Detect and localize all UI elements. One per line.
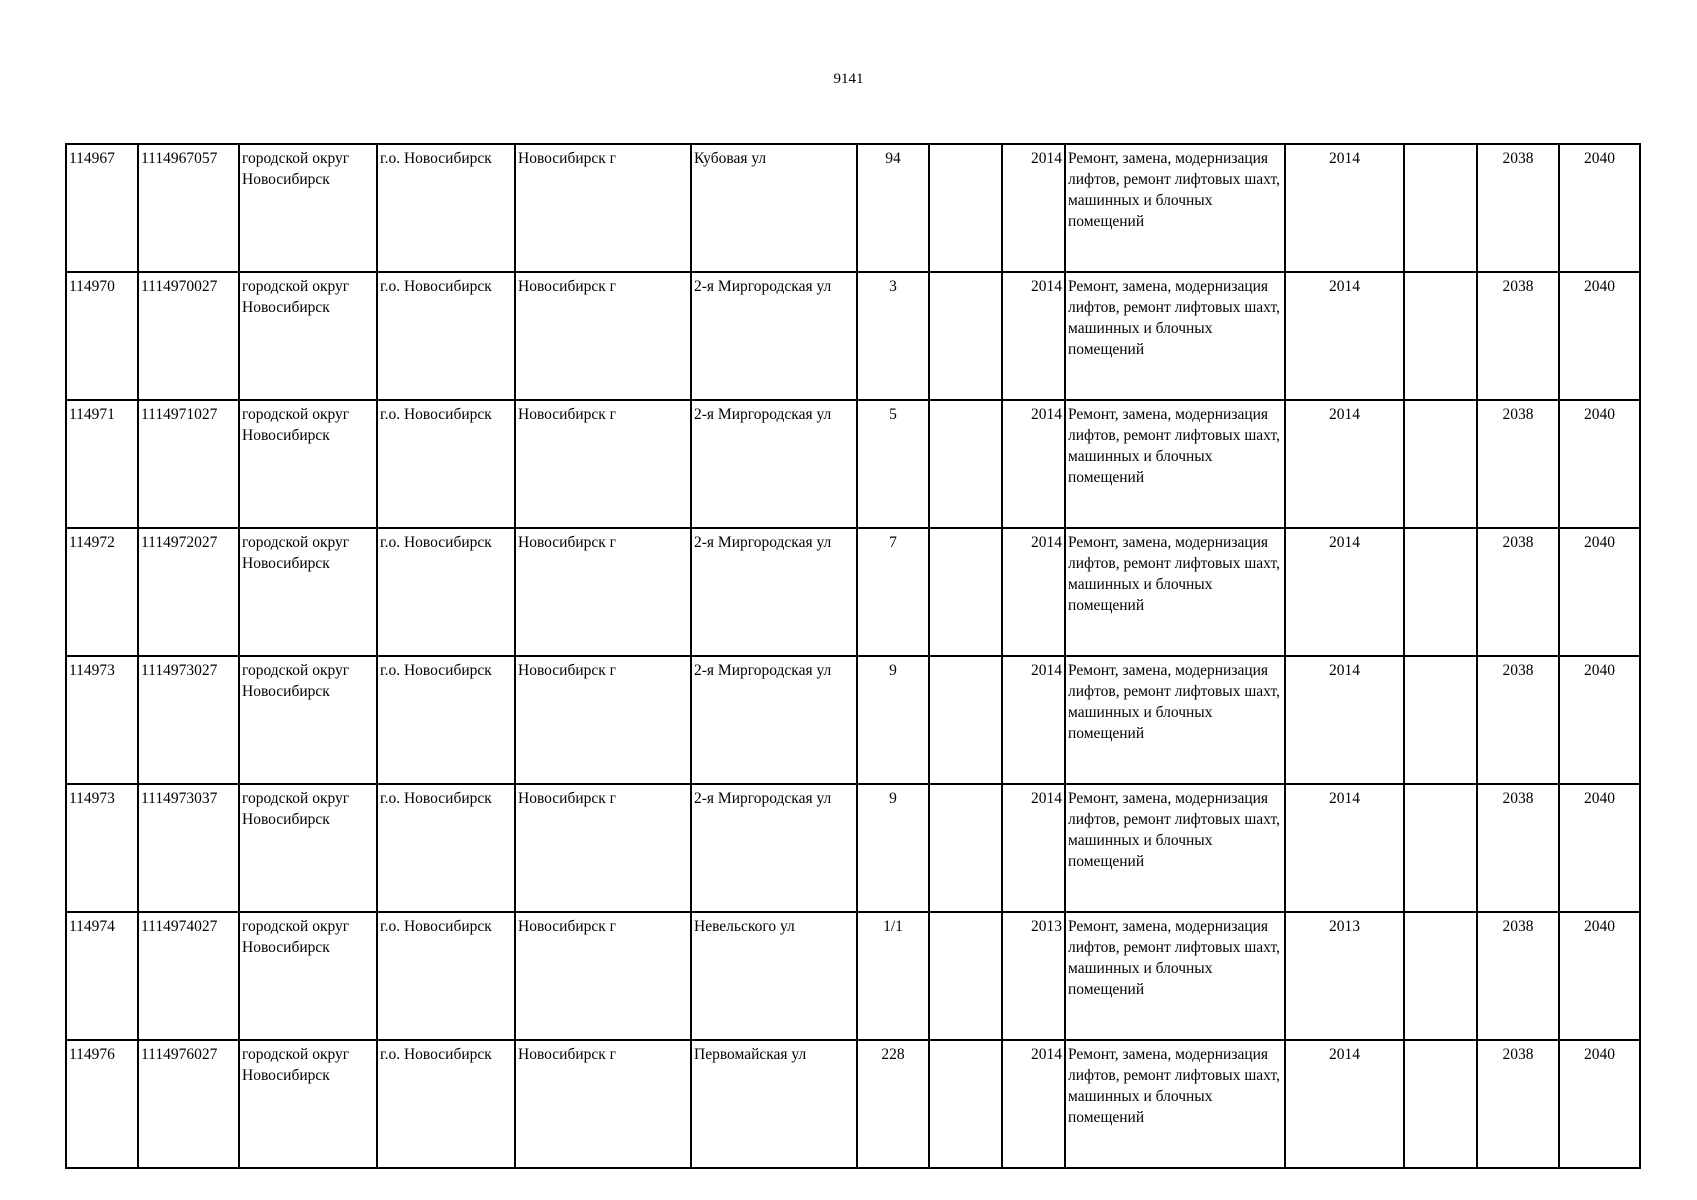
street-cell: 2-я Миргородская ул xyxy=(691,784,857,912)
settlement-cell: Новосибирск г xyxy=(515,912,691,1040)
municipality-cell: г.о. Новосибирск xyxy=(377,144,515,272)
record-code-cell: 1114973027 xyxy=(138,656,239,784)
house-number-cell: 9 xyxy=(857,784,929,912)
municipality-cell: г.о. Новосибирск xyxy=(377,272,515,400)
planned-year-cell: 2014 xyxy=(1285,784,1404,912)
house-id-cell: 114974 xyxy=(66,912,138,1040)
year-to-cell: 2040 xyxy=(1559,656,1640,784)
year-from-cell: 2038 xyxy=(1477,1040,1559,1168)
settlement-cell: Новосибирск г xyxy=(515,400,691,528)
registry-table xyxy=(65,143,1641,1169)
planned-year-cell: 2014 xyxy=(1285,272,1404,400)
year-cell: 2014 xyxy=(1002,272,1065,400)
district-cell: городской округ Новосибирск xyxy=(239,400,377,528)
street-cell: 2-я Миргородская ул xyxy=(691,272,857,400)
year-from-cell: 2038 xyxy=(1477,144,1559,272)
record-code-cell: 1114974027 xyxy=(138,912,239,1040)
record-code-cell: 1114967057 xyxy=(138,144,239,272)
year-cell: 2014 xyxy=(1002,400,1065,528)
empty-cell xyxy=(1404,528,1477,656)
building-cell xyxy=(929,784,1002,912)
year-to-cell: 2040 xyxy=(1559,272,1640,400)
district-cell: городской округ Новосибирск xyxy=(239,272,377,400)
empty-cell xyxy=(1404,400,1477,528)
work-type-cell: Ремонт, замена, модернизация лифтов, ремонт лифтовых шахт, машинных и блочных помещений xyxy=(1065,272,1285,400)
work-type-cell: Ремонт, замена, модернизация лифтов, ремонт лифтовых шахт, машинных и блочных помещений xyxy=(1065,1040,1285,1168)
municipality-cell: г.о. Новосибирск xyxy=(377,784,515,912)
year-cell: 2014 xyxy=(1002,528,1065,656)
district-cell: городской округ Новосибирск xyxy=(239,784,377,912)
record-code-cell: 1114970027 xyxy=(138,272,239,400)
year-from-cell: 2038 xyxy=(1477,656,1559,784)
page-number: 9141 xyxy=(833,71,864,87)
municipality-cell: г.о. Новосибирск xyxy=(377,656,515,784)
house-number-cell: 1/1 xyxy=(857,912,929,1040)
settlement-cell: Новосибирск г xyxy=(515,656,691,784)
empty-cell xyxy=(1404,272,1477,400)
house-id-cell: 114971 xyxy=(66,400,138,528)
settlement-cell: Новосибирск г xyxy=(515,528,691,656)
house-id-cell: 114972 xyxy=(66,528,138,656)
street-cell: 2-я Миргородская ул xyxy=(691,400,857,528)
house-id-cell: 114970 xyxy=(66,272,138,400)
municipality-cell: г.о. Новосибирск xyxy=(377,400,515,528)
street-cell: 2-я Миргородская ул xyxy=(691,528,857,656)
work-type-cell: Ремонт, замена, модернизация лифтов, ремонт лифтовых шахт, машинных и блочных помещений xyxy=(1065,528,1285,656)
year-to-cell: 2040 xyxy=(1559,912,1640,1040)
building-cell xyxy=(929,656,1002,784)
settlement-cell: Новосибирск г xyxy=(515,144,691,272)
planned-year-cell: 2014 xyxy=(1285,1040,1404,1168)
district-cell: городской округ Новосибирск xyxy=(239,1040,377,1168)
district-cell: городской округ Новосибирск xyxy=(239,144,377,272)
planned-year-cell: 2014 xyxy=(1285,400,1404,528)
empty-cell xyxy=(1404,784,1477,912)
work-type-cell: Ремонт, замена, модернизация лифтов, ремонт лифтовых шахт, машинных и блочных помещений xyxy=(1065,912,1285,1040)
work-type-cell: Ремонт, замена, модернизация лифтов, ремонт лифтовых шахт, машинных и блочных помещений xyxy=(1065,144,1285,272)
table-row xyxy=(66,400,1640,528)
year-cell: 2014 xyxy=(1002,656,1065,784)
settlement-cell: Новосибирск г xyxy=(515,784,691,912)
district-cell: городской округ Новосибирск xyxy=(239,912,377,1040)
year-from-cell: 2038 xyxy=(1477,784,1559,912)
year-to-cell: 2040 xyxy=(1559,400,1640,528)
year-from-cell: 2038 xyxy=(1477,528,1559,656)
street-cell: Первомайская ул xyxy=(691,1040,857,1168)
district-cell: городской округ Новосибирск xyxy=(239,656,377,784)
district-cell: городской округ Новосибирск xyxy=(239,528,377,656)
settlement-cell: Новосибирск г xyxy=(515,1040,691,1168)
year-to-cell: 2040 xyxy=(1559,528,1640,656)
planned-year-cell: 2014 xyxy=(1285,528,1404,656)
settlement-cell: Новосибирск г xyxy=(515,272,691,400)
house-id-cell: 114967 xyxy=(66,144,138,272)
municipality-cell: г.о. Новосибирск xyxy=(377,1040,515,1168)
year-cell: 2014 xyxy=(1002,144,1065,272)
street-cell: 2-я Миргородская ул xyxy=(691,656,857,784)
table-row xyxy=(66,656,1640,784)
empty-cell xyxy=(1404,1040,1477,1168)
work-type-cell: Ремонт, замена, модернизация лифтов, ремонт лифтовых шахт, машинных и блочных помещений xyxy=(1065,400,1285,528)
house-number-cell: 3 xyxy=(857,272,929,400)
table-row xyxy=(66,784,1640,912)
building-cell xyxy=(929,912,1002,1040)
house-number-cell: 7 xyxy=(857,528,929,656)
year-from-cell: 2038 xyxy=(1477,400,1559,528)
planned-year-cell: 2014 xyxy=(1285,656,1404,784)
year-from-cell: 2038 xyxy=(1477,272,1559,400)
year-cell: 2013 xyxy=(1002,912,1065,1040)
street-cell: Кубовая ул xyxy=(691,144,857,272)
building-cell xyxy=(929,1040,1002,1168)
planned-year-cell: 2014 xyxy=(1285,144,1404,272)
record-code-cell: 1114971027 xyxy=(138,400,239,528)
house-number-cell: 228 xyxy=(857,1040,929,1168)
building-cell xyxy=(929,528,1002,656)
year-cell: 2014 xyxy=(1002,784,1065,912)
table-row xyxy=(66,1040,1640,1168)
house-number-cell: 5 xyxy=(857,400,929,528)
building-cell xyxy=(929,400,1002,528)
year-to-cell: 2040 xyxy=(1559,1040,1640,1168)
municipality-cell: г.о. Новосибирск xyxy=(377,912,515,1040)
year-cell: 2014 xyxy=(1002,1040,1065,1168)
record-code-cell: 1114972027 xyxy=(138,528,239,656)
house-id-cell: 114976 xyxy=(66,1040,138,1168)
record-code-cell: 1114976027 xyxy=(138,1040,239,1168)
street-cell: Невельского ул xyxy=(691,912,857,1040)
year-to-cell: 2040 xyxy=(1559,144,1640,272)
registry-body xyxy=(66,144,1640,1168)
table-row xyxy=(66,144,1640,272)
building-cell xyxy=(929,272,1002,400)
table-row xyxy=(66,528,1640,656)
empty-cell xyxy=(1404,912,1477,1040)
work-type-cell: Ремонт, замена, модернизация лифтов, ремонт лифтовых шахт, машинных и блочных помещений xyxy=(1065,656,1285,784)
planned-year-cell: 2013 xyxy=(1285,912,1404,1040)
year-from-cell: 2038 xyxy=(1477,912,1559,1040)
house-number-cell: 94 xyxy=(857,144,929,272)
record-code-cell: 1114973037 xyxy=(138,784,239,912)
year-to-cell: 2040 xyxy=(1559,784,1640,912)
building-cell xyxy=(929,144,1002,272)
house-id-cell: 114973 xyxy=(66,656,138,784)
table-row xyxy=(66,272,1640,400)
table-row xyxy=(66,912,1640,1040)
house-number-cell: 9 xyxy=(857,656,929,784)
empty-cell xyxy=(1404,656,1477,784)
house-id-cell: 114973 xyxy=(66,784,138,912)
municipality-cell: г.о. Новосибирск xyxy=(377,528,515,656)
work-type-cell: Ремонт, замена, модернизация лифтов, ремонт лифтовых шахт, машинных и блочных помещений xyxy=(1065,784,1285,912)
empty-cell xyxy=(1404,144,1477,272)
